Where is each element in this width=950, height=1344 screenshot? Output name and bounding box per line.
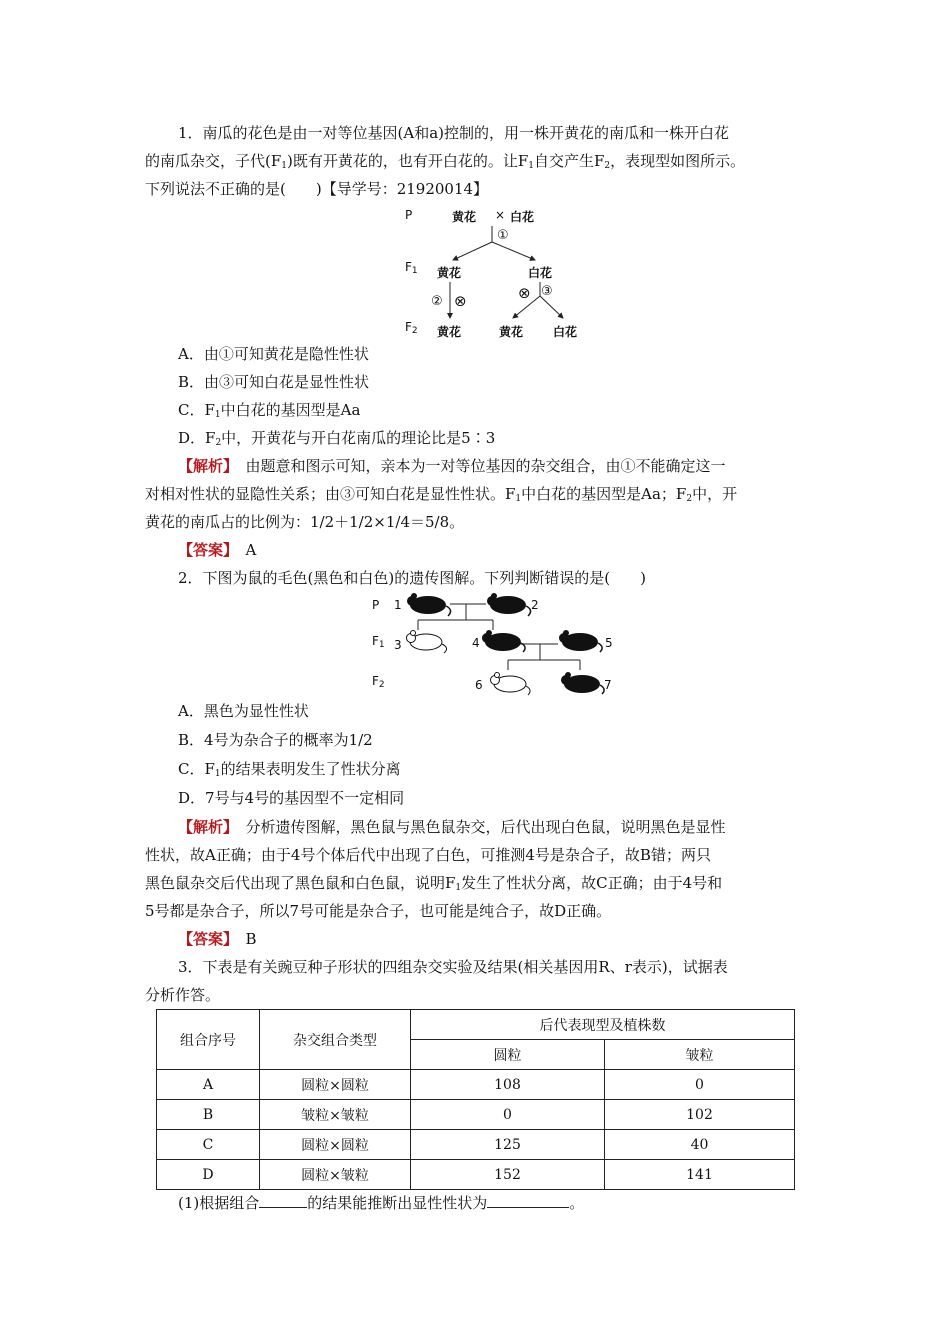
cell-id: B <box>157 1100 260 1130</box>
q1-analysis-line1: 【解析】 由题意和图示可知，亲本为一对等位基因的杂交组合，由①不能确定这一 <box>178 457 726 475</box>
q3-subquestion-1: (1)根据组合 的结果能推断出显性性状为 。 <box>178 1194 585 1212</box>
mouse-3-white-icon <box>407 631 447 654</box>
q1-answer-tag: 【答案】 <box>178 541 231 559</box>
q1-self-cross-icon-left: ⊗ <box>454 292 467 310</box>
q1-option-c: C．$F_1$中白花的基因型是Aa <box>178 401 361 420</box>
q2-pedigree-lines <box>368 592 628 700</box>
header-cross-type: 杂交组合类型 <box>260 1010 411 1070</box>
table-row <box>157 1100 795 1130</box>
answer-blank-1[interactable] <box>259 1193 307 1208</box>
q1-stem-line3: 下列说法不正确的是( )【导学号：21920014】 <box>145 180 489 198</box>
q2-analysis-line2: 性状，故A正确；由于4号个体后代中出现了白色，可推测4号是杂合子，故B错；两只 <box>145 846 711 864</box>
q1-cross-sign: × <box>495 208 506 222</box>
header-round: 圆粒 <box>411 1040 605 1070</box>
cell-wrinkled: 40 <box>605 1130 795 1160</box>
mouse-5-black-icon <box>559 630 602 652</box>
cell-wrinkled: 0 <box>605 1070 795 1100</box>
q1-circle-3: ③ <box>541 284 553 299</box>
mouse-number-5: 5 <box>605 636 613 650</box>
q1-analysis-tag: 【解析】 <box>178 457 231 475</box>
cell-round: 108 <box>411 1070 605 1100</box>
cell-id: C <box>157 1130 260 1160</box>
cell-wrinkled: 141 <box>605 1160 795 1190</box>
q2-analysis-line3: 黑色鼠杂交后代出现了黑色鼠和白色鼠，说明$F_1$发生了性状分离，故C正确；由于4号和 <box>145 874 723 893</box>
q1-p-white: 白花 <box>510 210 535 224</box>
q1-f1-white: 白花 <box>528 266 553 280</box>
cell-type: 圆粒×皱粒 <box>260 1160 411 1190</box>
mouse-number-3: 3 <box>394 638 402 652</box>
q1-f1-yellow: 黄花 <box>437 266 462 280</box>
q3-stem-line2: 分析作答。 <box>145 986 221 1004</box>
q1-pumpkin-cross-diagram <box>395 200 595 345</box>
q1-answer: 【答案】 A <box>178 541 257 559</box>
table-header-row <box>157 1010 795 1040</box>
q2-mouse-pedigree-diagram <box>368 592 628 700</box>
table-row <box>157 1130 795 1160</box>
q2-answer: 【答案】 B <box>178 930 257 948</box>
mouse-1-black-icon <box>407 593 451 616</box>
cell-round: 152 <box>411 1160 605 1190</box>
q1-f2-yellow-2: 黄花 <box>499 325 524 339</box>
q1-circle-2: ② <box>431 294 443 309</box>
q1-analysis-line2: 对相对性状的显隐性关系；由③可知白花是显性性状。$F_1$中白花的基因型是Aa；$F_2$中，开 <box>145 485 738 504</box>
mouse-number-2: 2 <box>531 598 539 612</box>
q2-f2-label: $F_2$ <box>372 674 385 690</box>
cell-wrinkled: 102 <box>605 1100 795 1130</box>
table-row <box>157 1160 795 1190</box>
mouse-number-4: 4 <box>472 636 480 650</box>
q1-stem-line2: 的南瓜杂交，子代$(F_1)$既有开黄花的，也有开白花的。让$F_1$自交产生$F_2$，表现型如图所示。 <box>145 152 746 171</box>
header-offspring: 后代表现型及植株数 <box>411 1010 795 1040</box>
q1-f2-yellow: 黄花 <box>437 325 462 339</box>
cell-id: A <box>157 1070 260 1100</box>
q2-stem: 2．下图为鼠的毛色(黑色和白色)的遗传图解。下列判断错误的是( ) <box>178 569 646 587</box>
cell-round: 125 <box>411 1130 605 1160</box>
q1-circle-1: ① <box>497 228 509 243</box>
q1-analysis-line3: 黄花的南瓜占的比例为：1/2＋1/2×1/4＝5/8。 <box>145 513 465 531</box>
mouse-7-black-icon <box>561 672 604 694</box>
q2-analysis-line4: 5号都是杂合子，所以7号可能是杂合子，也可能是纯合子，故D正确。 <box>145 902 612 920</box>
q1-f1-label: $F_1$ <box>405 260 418 276</box>
q2-f1-label: $F_1$ <box>372 634 385 650</box>
q2-analysis-line1: 【解析】 分析遗传图解，黑色鼠与黑色鼠杂交，后代出现白色鼠，说明黑色是显性 <box>178 818 726 836</box>
q1-option-a: A．由①可知黄花是隐性性状 <box>178 345 369 363</box>
mouse-2-black-icon <box>487 593 531 616</box>
cell-type: 皱粒×皱粒 <box>260 1100 411 1130</box>
q2-answer-tag: 【答案】 <box>178 930 231 948</box>
header-group-id: 组合序号 <box>157 1010 260 1070</box>
q2-option-c: C．$F_1$的结果表明发生了性状分离 <box>178 760 401 779</box>
q1-p-label: P <box>405 208 413 222</box>
q1-stem-line1: 1．南瓜的花色是由一对等位基因(A和a)控制的，用一株开黄花的南瓜和一株开白花 <box>178 124 730 142</box>
q2-analysis-tag: 【解析】 <box>178 818 231 836</box>
header-wrinkled: 皱粒 <box>605 1040 795 1070</box>
cell-type: 圆粒×圆粒 <box>260 1070 411 1100</box>
mouse-number-7: 7 <box>604 678 612 692</box>
answer-blank-2[interactable] <box>487 1193 569 1208</box>
q2-option-d: D．7号与4号的基因型不一定相同 <box>178 789 405 807</box>
q1-f2-label: $F_2$ <box>405 320 418 336</box>
cell-type: 圆粒×圆粒 <box>260 1130 411 1160</box>
q3-cross-results-table <box>156 1009 795 1190</box>
mouse-number-1: 1 <box>394 598 402 612</box>
q1-p-yellow: 黄花 <box>452 210 477 224</box>
q3-stem-line1: 3．下表是有关豌豆种子形状的四组杂交实验及结果(相关基因用R、r表示)，试据表 <box>178 958 728 976</box>
q1-option-b: B．由③可知白花是显性性状 <box>178 373 370 391</box>
table-row <box>157 1070 795 1100</box>
q1-self-cross-icon-right: ⊗ <box>518 284 531 302</box>
cell-round: 0 <box>411 1100 605 1130</box>
cell-id: D <box>157 1160 260 1190</box>
q1-f2-white: 白花 <box>553 325 578 339</box>
mouse-4-black-icon <box>482 630 525 652</box>
q1-option-d: D．$F_2$中，开黄花与开白花南瓜的理论比是5∶3 <box>178 429 496 448</box>
mouse-6-white-icon <box>491 673 531 696</box>
mouse-number-6: 6 <box>475 678 483 692</box>
q2-p-label: P <box>372 598 380 612</box>
q2-option-a: A．黑色为显性性状 <box>178 702 309 720</box>
q2-option-b: B．4号为杂合子的概率为1/2 <box>178 731 373 749</box>
